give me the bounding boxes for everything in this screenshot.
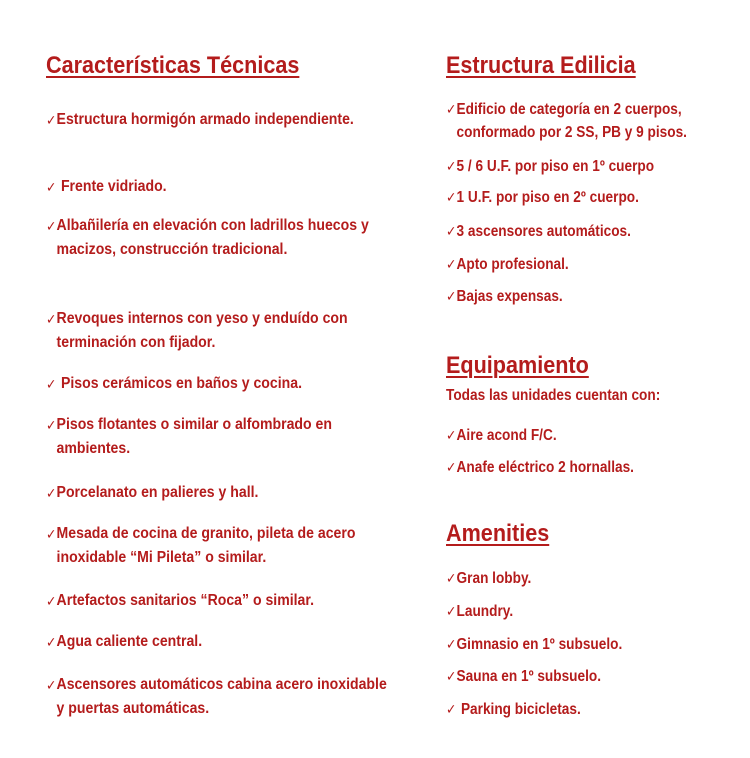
- list-item: [46, 673, 391, 721]
- check-icon: ✓: [46, 417, 57, 433]
- list-item-text: 1 U.F. por piso en 2º cuerpo.: [456, 189, 639, 206]
- check-icon: ✓: [446, 101, 457, 117]
- list-item-text: Sauna en 1º subsuelo.: [456, 668, 602, 685]
- list-item: [446, 698, 743, 721]
- list-item-text: Pisos flotantes o similar o alfombrado en ambientes.: [56, 416, 332, 457]
- list-item: [46, 108, 391, 132]
- list-item-text: Gimnasio en 1º subsuelo.: [456, 636, 623, 653]
- list-item: [446, 633, 738, 656]
- list-item: [446, 253, 738, 276]
- list-item: [46, 589, 391, 613]
- list-item: [446, 665, 738, 688]
- check-icon: ✓: [46, 112, 57, 128]
- check-icon: ✓: [46, 677, 57, 693]
- list-item: [46, 481, 391, 505]
- list-item-text: Frente vidriado.: [60, 178, 167, 195]
- list-item: [446, 220, 738, 243]
- equipamiento-subtitle: Todas las unidades cuentan con:: [446, 387, 661, 404]
- list-item: [446, 456, 738, 479]
- list-item-text: Albañilería en elevación con ladrillos huecos y macizos, construcción tradicional.: [56, 217, 369, 258]
- check-icon: ✓: [446, 256, 457, 272]
- list-item: [446, 98, 738, 144]
- list-item-text: Ascensores automáticos cabina acero inoxidable y puertas automáticas.: [56, 676, 387, 717]
- list-item: [446, 567, 738, 590]
- check-icon: ✓: [446, 459, 457, 475]
- check-icon: ✓: [446, 158, 457, 174]
- list-item: [46, 413, 391, 461]
- list-item-text: Bajas expensas.: [456, 288, 563, 305]
- list-item-text: Estructura hormigón armado independiente.: [56, 111, 354, 128]
- list-item: [46, 175, 395, 199]
- check-icon: ✓: [446, 223, 457, 239]
- check-icon: ✓: [446, 701, 457, 717]
- list-item: [46, 630, 391, 654]
- list-item-text: 5 / 6 U.F. por piso en 1º cuerpo: [456, 158, 655, 175]
- list-item: [46, 307, 391, 355]
- list-item-text: Aire acond F/C.: [456, 427, 557, 444]
- list-item: [46, 372, 395, 396]
- list-item-text: Anafe eléctrico 2 hornallas.: [456, 459, 634, 476]
- check-icon: ✓: [446, 603, 457, 619]
- list-item-text: Gran lobby.: [456, 570, 532, 587]
- check-icon: ✓: [446, 668, 457, 684]
- list-item-text: Parking bicicletas.: [460, 701, 581, 718]
- list-item: [46, 522, 391, 570]
- check-icon: ✓: [46, 311, 57, 327]
- list-item: [446, 186, 738, 209]
- list-item-text: Agua caliente central.: [56, 633, 203, 650]
- check-icon: ✓: [446, 570, 457, 586]
- check-icon: ✓: [446, 636, 457, 652]
- list-item-text: Pisos cerámicos en baños y cocina.: [60, 375, 302, 392]
- check-icon: ✓: [46, 634, 57, 650]
- list-item: [446, 155, 738, 178]
- list-item-text: Artefactos sanitarios “Roca” o similar.: [56, 592, 315, 609]
- list-item-text: Mesada de cocina de granito, pileta de acero inoxidable “Mi Pileta” o similar.: [56, 525, 356, 566]
- check-icon: ✓: [46, 485, 57, 501]
- check-icon: ✓: [46, 179, 57, 195]
- list-item-text: Laundry.: [456, 603, 514, 620]
- list-item: [446, 600, 738, 623]
- list-item-text: Edificio de categoría en 2 cuerpos, conformado por 2 SS, PB y 9 pisos.: [456, 101, 687, 141]
- list-item-text: 3 ascensores automáticos.: [456, 223, 631, 240]
- list-item-text: Porcelanato en palieres y hall.: [56, 484, 259, 501]
- check-icon: ✓: [46, 376, 57, 392]
- check-icon: ✓: [446, 288, 457, 304]
- check-icon: ✓: [46, 218, 57, 234]
- check-icon: ✓: [46, 526, 57, 542]
- amenities-title: Amenities: [446, 520, 550, 547]
- list-item-text: Apto profesional.: [456, 256, 569, 273]
- check-icon: ✓: [446, 427, 457, 443]
- list-item: [446, 424, 738, 447]
- list-item-text: Revoques internos con yeso y enduído con terminación con fijador.: [56, 310, 348, 351]
- check-icon: ✓: [46, 593, 57, 609]
- equipamiento-title: Equipamiento: [446, 352, 589, 379]
- list-item: [446, 285, 738, 308]
- caracteristicas-tecnicas-title: Características Técnicas: [46, 52, 300, 79]
- list-item: [46, 214, 382, 262]
- estructura-edilicia-title: Estructura Edilicia: [446, 52, 636, 79]
- check-icon: ✓: [446, 189, 457, 205]
